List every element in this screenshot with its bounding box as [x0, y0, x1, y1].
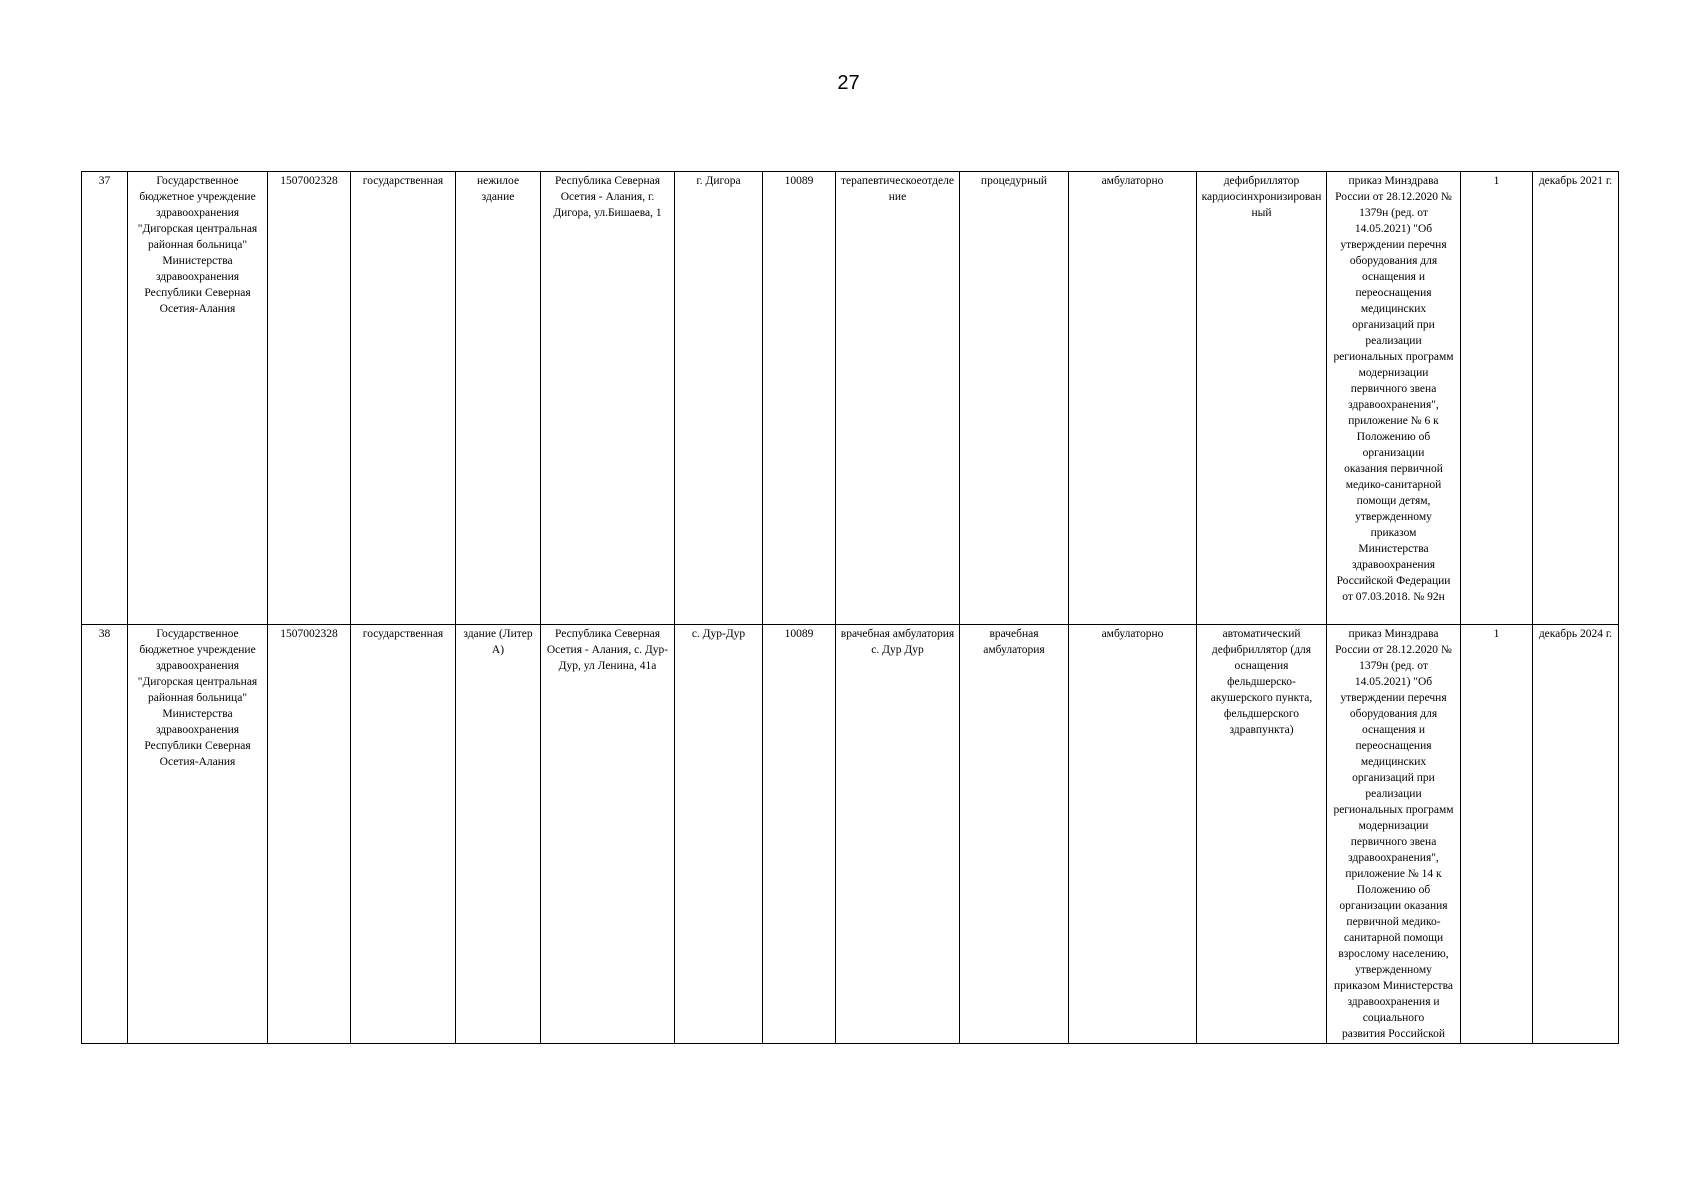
quantity-cell: 1	[1461, 172, 1533, 625]
room-cell: процедурный	[960, 172, 1069, 625]
legal-basis-cell: приказ Минздрава России от 28.12.2020 № 1379н (ред. от 14.05.2021) "Об утверждении перечня оборудования для оснащения и переоснащения медицинских организаций при реализации региональных программ модернизации первичного звена здравоохранения", приложение № 6 к Положению об организации оказания первичной медико-санитарной помощи детям, утвержденному приказом Министерства здравоохранения Российской Федерации от 07.03.2018. № 92н	[1327, 172, 1461, 625]
table-row	[82, 172, 1619, 625]
deadline-cell: декабрь 2024 г.	[1533, 625, 1619, 1044]
organization-cell: Государственное бюджетное учреждение здравоохранения "Дигорская центральная районная больница" Министерства здравоохранения Республики Северная Осетия-Алания	[128, 172, 268, 625]
inn-cell: 1507002328	[268, 625, 351, 1044]
equipment-register-table	[81, 171, 1619, 1044]
building-cell: нежилое здание	[456, 172, 541, 625]
equipment-cell: автоматический дефибриллятор (для оснащения фельдшерско-акушерского пункта, фельдшерского здравпункта)	[1197, 625, 1327, 1044]
care-form-cell: амбулаторно	[1069, 625, 1197, 1044]
legal-basis-cell: приказ Минздрава России от 28.12.2020 № 1379н (ред. от 14.05.2021) "Об утверждении перечня оборудования для оснащения и переоснащения медицинских организаций при реализации региональных программ модернизации первичного звена здравоохранения", приложение № 14 к Положению об организации оказания первичной медико-санитарной помощи взрослому населению, утвержденному приказом Министерства здравоохранения и социального развития Российской	[1327, 625, 1461, 1044]
table-row	[82, 625, 1619, 1044]
care-form-cell: амбулаторно	[1069, 172, 1197, 625]
ownership-cell: государственная	[351, 172, 456, 625]
inn-cell: 1507002328	[268, 172, 351, 625]
page-number: 27	[837, 72, 860, 94]
equipment-cell: дефибриллятор кардиосинхронизированный	[1197, 172, 1327, 625]
organization-cell: Государственное бюджетное учреждение здравоохранения "Дигорская центральная районная больница" Министерства здравоохранения Республики Северная Осетия-Алания	[128, 625, 268, 1044]
code-cell: 10089	[763, 625, 836, 1044]
address-cell: Республика Северная Осетия - Алания, с. Дур-Дур, ул Ленина, 41а	[541, 625, 675, 1044]
address-cell: Республика Северная Осетия - Алания, г. Дигора, ул.Бишаева, 1	[541, 172, 675, 625]
department-cell: терапевтическоеотделение	[836, 172, 960, 625]
deadline-cell: декабрь 2021 г.	[1533, 172, 1619, 625]
code-cell: 10089	[763, 172, 836, 625]
building-cell: здание (Литер А)	[456, 625, 541, 1044]
room-cell: врачебная амбулатория	[960, 625, 1069, 1044]
row-number-cell: 37	[82, 172, 128, 625]
settlement-cell: с. Дур-Дур	[675, 625, 763, 1044]
settlement-cell: г. Дигора	[675, 172, 763, 625]
row-number-cell: 38	[82, 625, 128, 1044]
department-cell: врачебная амбулатория с. Дур Дур	[836, 625, 960, 1044]
quantity-cell: 1	[1461, 625, 1533, 1044]
ownership-cell: государственная	[351, 625, 456, 1044]
